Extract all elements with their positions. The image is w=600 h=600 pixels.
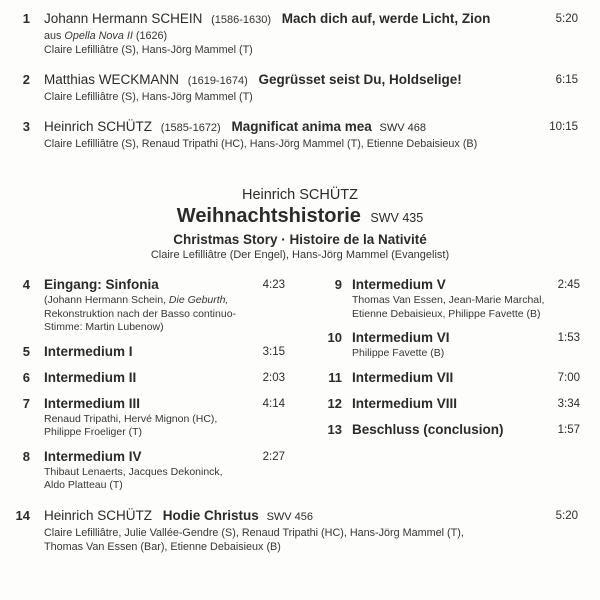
performers-line: Etienne Debaisieux, Philippe Favette (B)	[352, 307, 541, 320]
track-row	[0, 343, 307, 361]
track-duration: 2:45	[557, 279, 580, 291]
track-duration: 4:14	[262, 397, 285, 410]
track-content	[44, 118, 600, 151]
source-work-italic: Opella Nova II	[64, 30, 133, 42]
composer-name: Matthias WECKMANN	[44, 72, 180, 87]
note-line: Rekonstruktion nach der Basso continuo-	[44, 307, 237, 320]
track-duration: 5:20	[555, 13, 578, 25]
track-content	[44, 507, 600, 554]
track-row	[307, 369, 600, 387]
track-row	[307, 395, 600, 413]
track-number: 5	[22, 343, 30, 359]
work-header	[0, 186, 600, 262]
track-number: 11	[328, 369, 342, 385]
performers-line: Claire Lefilliâtre, Julie Vallée-Gendre (S), Renaud Tripathi (HC), Hans-Jörg Mammel (T),	[44, 527, 464, 539]
track-number: 3	[22, 119, 30, 134]
movements-left-column	[0, 276, 307, 493]
track-title: Hodie Christus	[162, 508, 259, 523]
track-duration: 2:27	[262, 450, 285, 463]
work-composer: Heinrich SCHÜTZ	[241, 187, 358, 203]
track-title-line	[44, 507, 600, 526]
work-subtitle: Christmas Story · Histoire de la Nativité	[173, 232, 427, 247]
source-pre: aus	[44, 30, 65, 42]
top-tracklist-section	[0, 10, 600, 151]
track-row	[0, 507, 600, 554]
track-row	[307, 329, 600, 361]
track-number: 12	[327, 395, 342, 411]
composer-dates: (1619-1674)	[187, 75, 248, 87]
track-duration: 2:03	[262, 371, 285, 384]
track-number: 4	[22, 277, 30, 292]
track-duration: 1:57	[557, 423, 580, 436]
track-number: 13	[327, 421, 342, 437]
track-title: Intermedium V	[352, 277, 446, 292]
track-row	[307, 421, 600, 439]
track-row	[0, 276, 307, 335]
performers-line: Renaud Tripathi, Hervé Mignon (HC),	[44, 412, 218, 425]
performers-line: Thibaut Lenaerts, Jacques Dekoninck,	[44, 465, 223, 478]
track-title: Beschluss (conclusion)	[352, 421, 504, 437]
track-duration: 7:00	[557, 371, 580, 384]
work-performers-line: Claire Lefilliâtre (Der Engel), Hans-Jörg Mammel (Evangelist)	[150, 249, 450, 261]
track-title: Intermedium III	[44, 395, 141, 411]
work-title-line	[0, 204, 600, 231]
performers-line: Philippe Froeliger (T)	[44, 426, 143, 438]
track-number: 9	[334, 277, 342, 292]
track-content	[44, 10, 600, 57]
track-duration: 6:15	[555, 74, 578, 86]
track-title: Mach dich auf, werde Licht, Zion	[281, 11, 491, 26]
track-title: Intermedium VIII	[352, 395, 458, 411]
track-number: 1	[22, 11, 30, 26]
track-row	[0, 10, 600, 57]
track-duration: 5:20	[555, 510, 578, 522]
swv-number: SWV 468	[379, 122, 427, 134]
track-number: 8	[22, 448, 30, 464]
source-line	[44, 29, 600, 43]
composer-name: Heinrich SCHÜTZ	[44, 119, 153, 134]
track-duration: 4:23	[262, 279, 285, 291]
performers-line: Aldo Platteau (T)	[44, 479, 123, 491]
note-work-italic: Die Geburth,	[168, 294, 229, 306]
source-post: (1626)	[132, 30, 168, 42]
performers-line: Claire Lefilliâtre (S), Hans-Jörg Mammel (T)	[44, 91, 253, 103]
track-number: 6	[22, 369, 30, 385]
performers-line: Claire Lefilliâtre (S), Hans-Jörg Mammel (T)	[44, 44, 253, 56]
note-pre: (Johann Hermann Schein,	[44, 294, 169, 306]
track-title: Intermedium VII	[352, 369, 454, 385]
track-title: Gegrüsset seist Du, Holdselige!	[258, 72, 462, 87]
composer-dates: (1586-1630)	[211, 14, 272, 26]
note-line	[44, 294, 307, 308]
track-duration: 3:15	[262, 345, 285, 358]
track-number: 2	[22, 72, 30, 87]
performers-line: Thomas Van Essen, Jean-Marie Marchal,	[352, 294, 545, 306]
bottom-tracklist-section	[0, 507, 600, 554]
track-title: Intermedium II	[44, 369, 137, 385]
track-title: Magnificat anima mea	[231, 119, 372, 134]
work-title: Weihnachtshistorie	[176, 205, 361, 227]
track-content	[44, 71, 600, 104]
composer-dates: (1585-1672)	[160, 122, 221, 134]
track-title-line	[44, 71, 600, 90]
track-number: 7	[22, 395, 30, 411]
track-title-line	[44, 10, 600, 29]
swv-number: SWV 456	[266, 511, 314, 523]
track-title-line	[44, 118, 600, 137]
track-row	[0, 71, 600, 104]
track-duration: 10:15	[549, 121, 578, 133]
movements-right-column	[307, 276, 600, 493]
composer-name: Heinrich SCHÜTZ	[44, 508, 153, 523]
track-row	[0, 395, 307, 440]
track-number: 10	[327, 330, 342, 345]
performers-line: Claire Lefilliâtre (S), Renaud Tripathi (HC), Hans-Jörg Mammel (T), Etienne Debaisieux (B)	[44, 138, 478, 150]
composer-name: Johann Hermann SCHEIN	[44, 11, 203, 26]
work-movements-section	[0, 276, 600, 493]
track-duration: 1:53	[557, 332, 580, 344]
track-row	[0, 369, 307, 387]
track-row	[307, 276, 600, 321]
track-duration: 3:34	[557, 397, 580, 410]
performers-line: Philippe Favette (B)	[352, 347, 445, 359]
track-row	[0, 448, 307, 493]
performers-line: Thomas Van Essen (Bar), Etienne Debaisieux (B)	[44, 541, 281, 553]
note-line: Stimme: Martin Lubenow)	[44, 321, 164, 333]
track-title: Intermedium I	[44, 343, 133, 359]
track-title: Eingang: Sinfonia	[44, 277, 159, 292]
work-swv-number: SWV 435	[370, 211, 424, 225]
track-row	[0, 118, 600, 151]
track-number: 14	[15, 508, 30, 523]
track-title: Intermedium IV	[44, 448, 142, 464]
track-title: Intermedium VI	[352, 330, 450, 345]
